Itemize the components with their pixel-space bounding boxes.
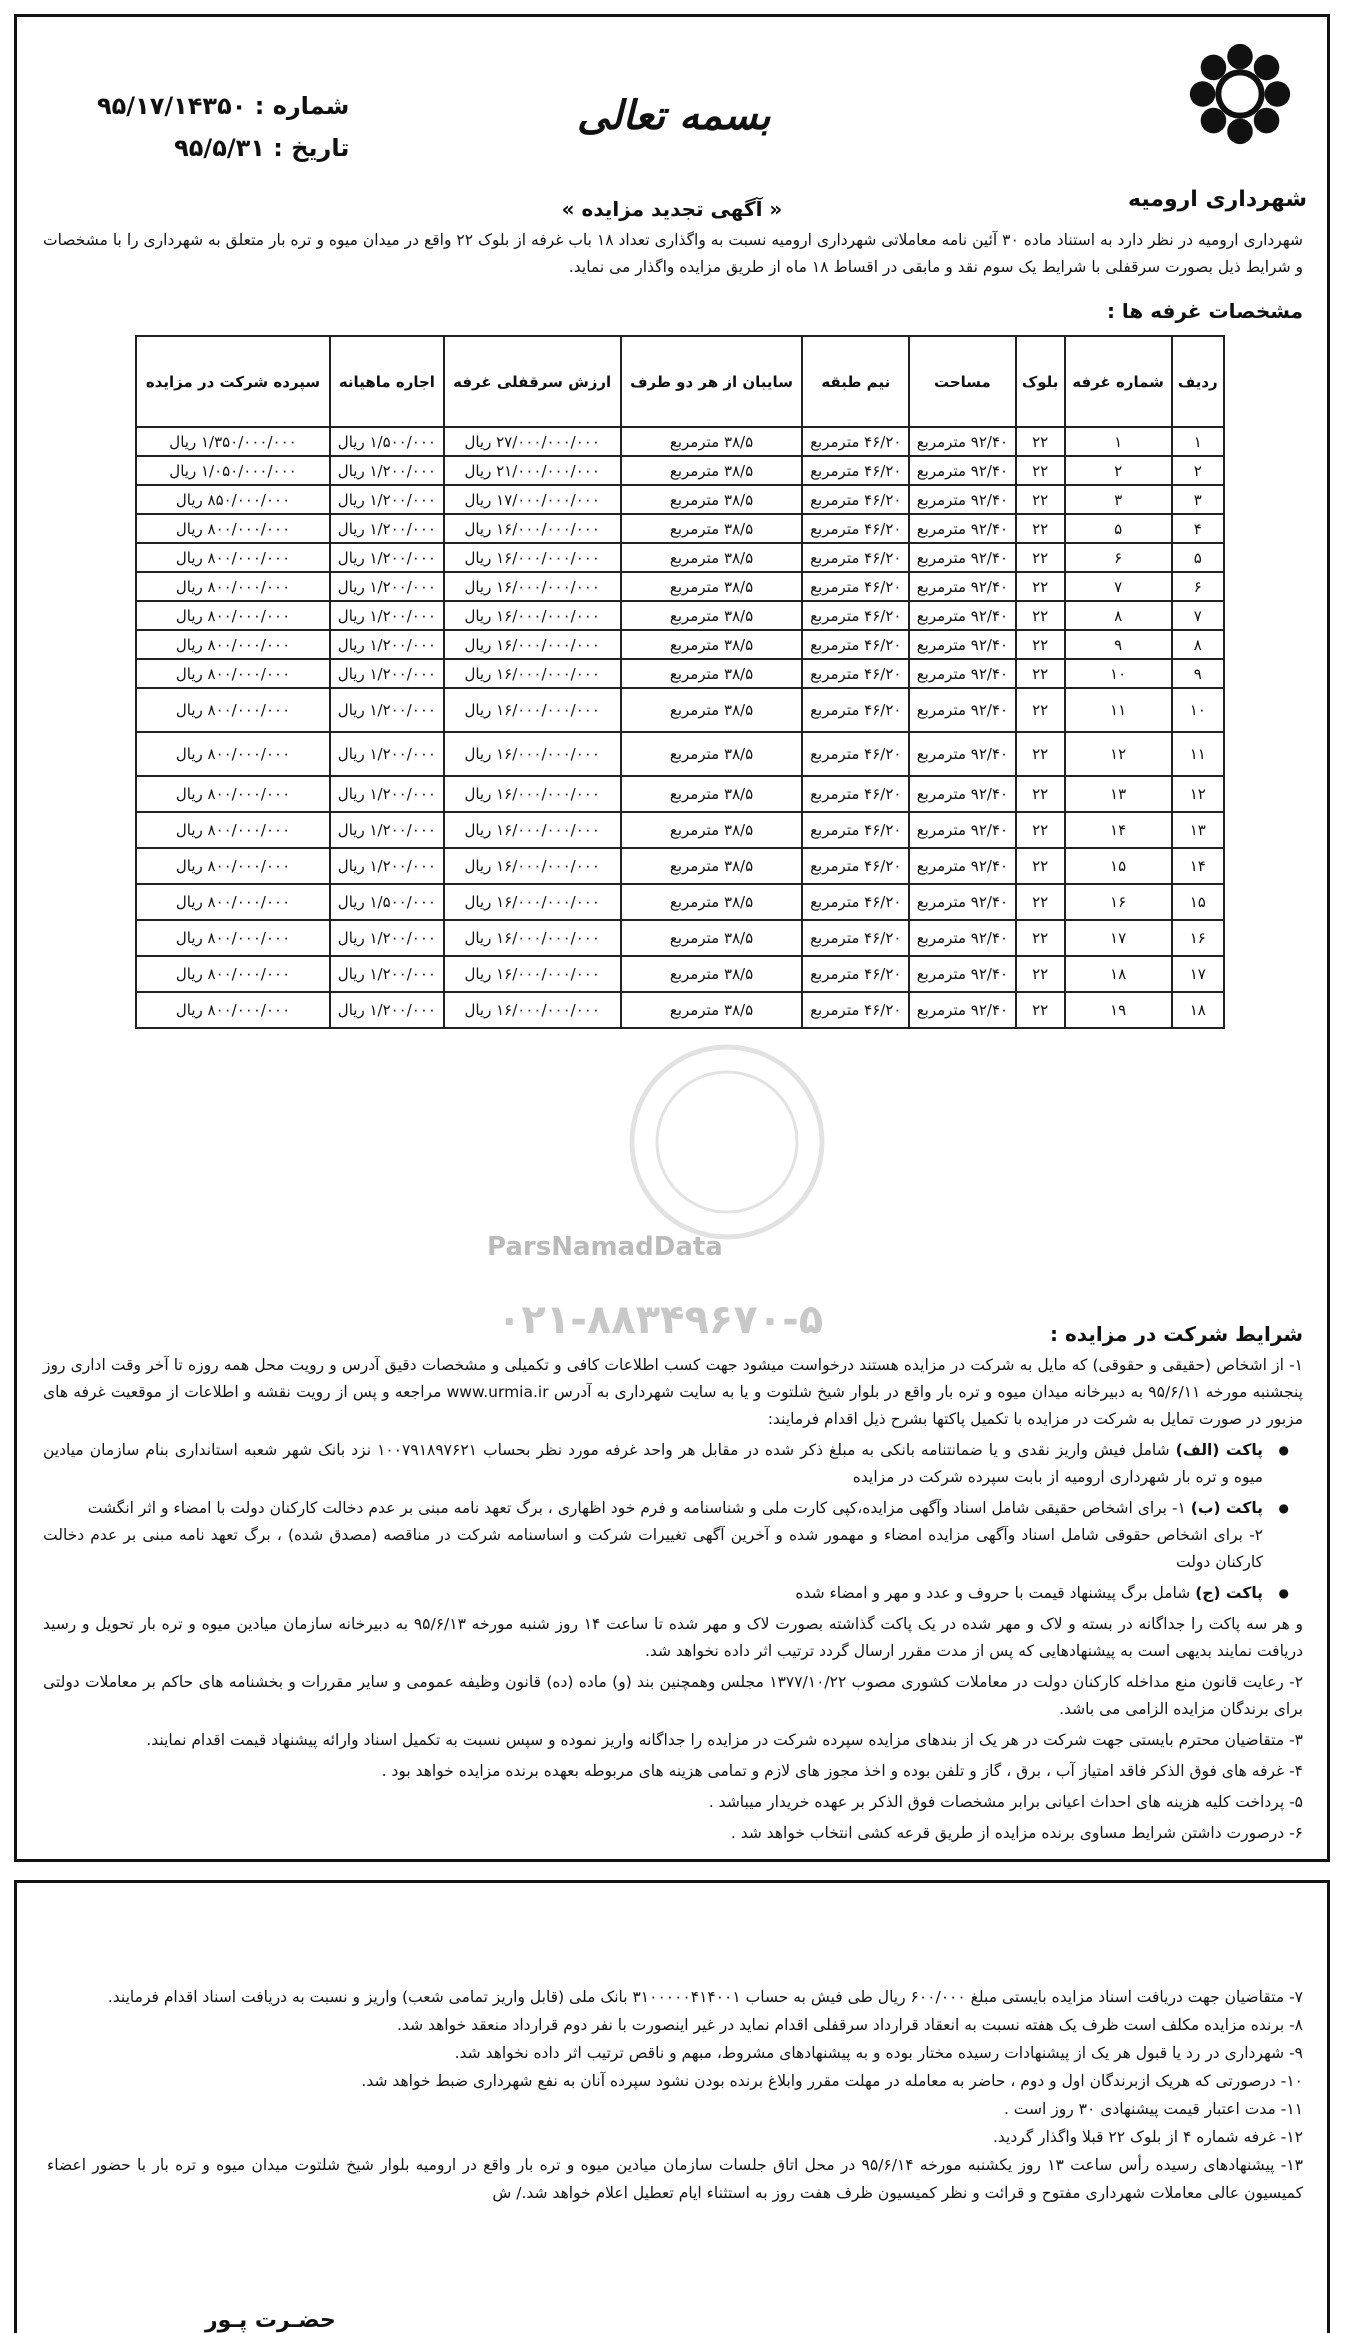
condition-6: ۶- درصورت داشتن شرایط مساوی برنده مزایده از طریق قرعه کشی انتخاب خواهد شد . [730,1824,1303,1842]
municipality-logo [1181,35,1299,153]
table-cell: ۴۶/۲۰ مترمربع [802,776,909,812]
table-cell: ۱/۲۰۰/۰۰۰ ریال [330,456,444,485]
condition-1: ۱- از اشخاص (حقیقی و حقوقی) که مایل به شرکت در مزایده هستند درخواست میشود جهت کسب اطلاعات کافی و تکمیلی و مشخصات دقیق آدرس و رویت محل همه روزه تا آخر وقت اداری روز پنجشنبه مورخه ۹۵/۶/۱۱ به دبیرخانه میدان میوه و تره بار واقع در بلوار شیخ شلتوت و یا به سایت شهرداری به آدرس www.urmia.ir مراجعه و پس از رویت نقشه و اطلاعات از موقعیت غرفه های مزبور در صورت تمایل به شرکت در مزایده با تکمیل پاکتها بشرح ذیل اقدام فرمایند: [43,1356,1304,1428]
table-cell: ۹۲/۴۰ مترمربع [909,456,1016,485]
packet-b-text-2: ۲- برای اشخاص حقوقی شامل اسناد وآگهی مزایده امضاء و مهمور شده و آخرین آگهی تغییرات شرکت و اساسنامه شرکت در مناقصه (مصدق شده) ، برگ تعهد نامه مبنی بر عدم دخالت کارکنان دولت [43,1526,1263,1571]
table-row [136,514,1224,543]
table-cell: ۴ [1172,514,1224,543]
table-cell: ۳۸/۵ مترمربع [621,776,803,812]
table-cell: ۴۶/۲۰ مترمربع [802,427,909,456]
condition-2: ۲- رعایت قانون منع مداخله کارکنان دولت در معاملات کشوری مصوب ۱۳۷۷/۱۰/۲۲ مجلس وهمچنین بند (و) ماده (ده) قانون وظیفه عمومی و سایر مقررات و بخشنامه های حاکم بر معاملات دولتی برای برندگان مزایده الزامی می باشد. [43,1673,1304,1718]
column-header: ارزش سرقفلی غرفه [444,336,621,427]
table-cell: ۷ [1065,572,1172,601]
table-cell: ۳۸/۵ مترمربع [621,630,803,659]
table-cell: ۹۲/۴۰ مترمربع [909,848,1016,884]
table-header-row [136,336,1224,427]
table-cell: ۱/۲۰۰/۰۰۰ ریال [330,572,444,601]
table-cell: ۱/۲۰۰/۰۰۰ ریال [330,848,444,884]
table-cell: ۹ [1172,659,1224,688]
table-cell: ۱/۲۰۰/۰۰۰ ریال [330,630,444,659]
conditions-list-continued [47,1983,1303,2207]
table-cell: ۱۶/۰۰۰/۰۰۰/۰۰۰ ریال [444,659,621,688]
notice-page-2 [14,1880,1330,2333]
table-cell: ۴۶/۲۰ مترمربع [802,543,909,572]
table-cell: ۴۶/۲۰ مترمربع [802,848,909,884]
table-cell: ۹۲/۴۰ مترمربع [909,572,1016,601]
packet-a [43,1437,1303,1491]
booths-table [135,335,1225,1029]
table-cell: ۳۸/۵ مترمربع [621,956,803,992]
table-cell: ۱۷/۰۰۰/۰۰۰/۰۰۰ ریال [444,485,621,514]
table-cell: ۱۶/۰۰۰/۰۰۰/۰۰۰ ریال [444,543,621,572]
table-cell: ۱۸ [1065,956,1172,992]
table-cell: ۲۲ [1016,992,1065,1028]
column-header: بلوک [1016,336,1065,427]
table-cell: ۲۲ [1016,427,1065,456]
table-row [136,776,1224,812]
table-cell: ۸۰۰/۰۰۰/۰۰۰ ریال [136,543,330,572]
table-cell: ۴۶/۲۰ مترمربع [802,514,909,543]
table-cell: ۱/۰۵۰/۰۰۰/۰۰۰ ریال [136,456,330,485]
condition-5: ۵- پرداخت کلیه هزینه های احداث اعیانی برابر مشخصات فوق الذکر بر عهده خریدار میباشد . [708,1793,1303,1811]
table-cell: ۱۶/۰۰۰/۰۰۰/۰۰۰ ریال [444,812,621,848]
table-cell: ۱۳ [1172,812,1224,848]
packet-c-label: پاکت (ج) [1195,1584,1263,1602]
table-cell: ۶ [1065,543,1172,572]
table-cell: ۱۶ [1172,920,1224,956]
table-cell: ۴۶/۲۰ مترمربع [802,601,909,630]
table-cell: ۴۶/۲۰ مترمربع [802,884,909,920]
table-body [136,427,1224,1028]
table-cell: ۱۰ [1065,659,1172,688]
table-cell: ۲۲ [1016,688,1065,732]
table-row [136,884,1224,920]
table-cell: ۱/۲۰۰/۰۰۰ ریال [330,776,444,812]
table-cell: ۴۶/۲۰ مترمربع [802,688,909,732]
table-cell: ۱۵ [1065,848,1172,884]
table-cell: ۲۲ [1016,884,1065,920]
table-cell: ۲۲ [1016,485,1065,514]
table-cell: ۱۷ [1065,920,1172,956]
table-cell: ۹۲/۴۰ مترمربع [909,956,1016,992]
table-row [136,732,1224,776]
letter-number [97,85,349,127]
table-cell: ۲۲ [1016,514,1065,543]
packet-b-label: پاکت (ب) [1190,1499,1263,1517]
table-cell: ۱۲ [1172,776,1224,812]
table-cell: ۷ [1172,601,1224,630]
watermark-phone: ۰۲۱-۸۸۳۴۹۶۷۰-۵ [497,1297,824,1343]
packet-b [43,1495,1303,1576]
table-cell: ۱۹ [1065,992,1172,1028]
condition-4: ۴- غرفه های فوق الذکر فاقد امتیاز آب ، برق ، گاز و تلفن بوده و اخذ مجوز های لازم و تمامی هزینه های مربوطه بعهده برنده مزایده خواهد بود . [381,1762,1303,1780]
table-cell: ۲ [1065,456,1172,485]
table-cell: ۱۸ [1172,992,1224,1028]
table-cell: ۳۸/۵ مترمربع [621,992,803,1028]
table-cell: ۲۲ [1016,630,1065,659]
table-cell: ۱ [1065,427,1172,456]
table-cell: ۵ [1065,514,1172,543]
table-cell: ۱۱ [1172,732,1224,776]
condition-3: ۳- متقاضیان محترم بایستی جهت شرکت در هر یک از بندهای مزایده سپرده شرکت در مزایده را جداگانه واریز نموده و سپس نسبت به تکمیل اسناد وارائه پیشنهاد قیمت اقدام نمایند. [146,1731,1303,1749]
table-row [136,992,1224,1028]
table-cell: ۴۶/۲۰ مترمربع [802,659,909,688]
table-cell: ۱/۲۰۰/۰۰۰ ریال [330,601,444,630]
table-cell: ۲۲ [1016,572,1065,601]
table-cell: ۹۲/۴۰ مترمربع [909,485,1016,514]
table-cell: ۴۶/۲۰ مترمربع [802,956,909,992]
table-row [136,956,1224,992]
notice-page-1 [14,14,1330,1862]
table-cell: ۱۵ [1172,884,1224,920]
watermark-stamp [577,1037,877,1247]
number-label: شماره : [254,92,350,120]
condition-1b: و هر سه پاکت را جداگانه در بسته و لاک و مهر شده در یک پاکت گذاشته بصورت لاک و مهر شده تا ساعت ۱۴ روز شنبه مورخه ۹۵/۶/۱۳ به دبیرخانه سازمان میادین میوه و تره بار تحویل و رسید دریافت نمایند بدیهی است به پیشنهادهایی که پس از مدت مقرر ارسال گردد ترتیب اثر داده نخواهد شد. [43,1615,1303,1660]
condition-9: ۹- شهرداری در رد یا قبول هر یک از پیشنهادات رسیده مختار بوده و به پیشنهادهای مشروط، مبهم و ناقص ترتیب اثر داده نخواهد شد. [454,2044,1303,2062]
table-cell: ۳۸/۵ مترمربع [621,688,803,732]
table-cell: ۴۶/۲۰ مترمربع [802,572,909,601]
table-cell: ۲۲ [1016,956,1065,992]
table-cell: ۱۶/۰۰۰/۰۰۰/۰۰۰ ریال [444,776,621,812]
table-cell: ۳ [1172,485,1224,514]
column-header: سایبان از هر دو طرف [621,336,803,427]
letter-date [97,127,349,169]
column-header: اجاره ماهیانه [330,336,444,427]
table-cell: ۴۶/۲۰ مترمربع [802,732,909,776]
column-header: سپرده شرکت در مزایده [136,336,330,427]
table-cell: ۸۰۰/۰۰۰/۰۰۰ ریال [136,884,330,920]
table-cell: ۸۰۰/۰۰۰/۰۰۰ ریال [136,572,330,601]
table-cell: ۸۰۰/۰۰۰/۰۰۰ ریال [136,992,330,1028]
table-cell: ۱/۲۰۰/۰۰۰ ریال [330,688,444,732]
table-cell: ۳۸/۵ مترمربع [621,572,803,601]
table-row [136,688,1224,732]
table-cell: ۱۲ [1065,732,1172,776]
table-cell: ۱۰ [1172,688,1224,732]
table-cell: ۲۲ [1016,848,1065,884]
table-cell: ۱/۲۰۰/۰۰۰ ریال [330,992,444,1028]
table-cell: ۱/۳۵۰/۰۰۰/۰۰۰ ریال [136,427,330,456]
table-cell: ۱۶/۰۰۰/۰۰۰/۰۰۰ ریال [444,572,621,601]
table-cell: ۳۸/۵ مترمربع [621,485,803,514]
condition-7: ۷- متقاضیان جهت دریافت اسناد مزایده بایستی مبلغ ۶۰۰/۰۰۰ ریال طی فیش به حساب ۳۱۰۰۰۰۰۴۱۴۰۰۱ بانک ملی (قابل واریز تمامی شعب) واریز و نسبت به دریافت اسناد اقدام فرمایند. [107,1988,1303,2006]
table-cell: ۹۲/۴۰ مترمربع [909,732,1016,776]
condition-8: ۸- برنده مزایده مکلف است ظرف یک هفته نسبت به انعقاد قرارداد سرقفلی اقدام نماید در غیر اینصورت با نفر دوم قرارداد منعقد خواهد شد. [397,2016,1303,2034]
table-cell: ۲۷/۰۰۰/۰۰۰/۰۰۰ ریال [444,427,621,456]
table-cell: ۸۵۰/۰۰۰/۰۰۰ ریال [136,485,330,514]
table-cell: ۳۸/۵ مترمربع [621,543,803,572]
table-cell: ۹۲/۴۰ مترمربع [909,601,1016,630]
table-cell: ۸۰۰/۰۰۰/۰۰۰ ریال [136,956,330,992]
table-row [136,920,1224,956]
table-cell: ۲۲ [1016,659,1065,688]
column-header: نیم طبقه [802,336,909,427]
date-label: تاریخ : [273,134,350,162]
table-cell: ۱۴ [1065,812,1172,848]
table-row [136,659,1224,688]
table-cell: ۳۸/۵ مترمربع [621,812,803,848]
table-cell: ۲۲ [1016,456,1065,485]
table-cell: ۳۸/۵ مترمربع [621,427,803,456]
table-cell: ۴۶/۲۰ مترمربع [802,920,909,956]
table-cell: ۳۸/۵ مترمربع [621,884,803,920]
packet-b-text-1: ۱- برای اشخاص حقیقی شامل اسناد وآگهی مزایده،کپی کارت ملی و شناسنامه و فرم خود اظهاری ، برگ تعهد نامه مبنی بر عدم دخالت کارکنان دولت با امضاء و اثر انگشت [87,1499,1191,1517]
table-row [136,630,1224,659]
table-cell: ۹۲/۴۰ مترمربع [909,543,1016,572]
intro-paragraph: شهرداری ارومیه در نظر دارد به استناد ماده ۳۰ آئین نامه معاملاتی شهرداری ارومیه نسبت به واگذاری تعداد ۱۸ باب غرفه از بلوک ۲۲ واقع در میدان میوه و تره بار متعلق به شهرداری را با مشخصات و شرایط ذیل بصورت سرقفلی با شرایط یک سوم نقد و مابقی در اقساط ۱۸ ماه از طریق مزایده واگذار می نماید. [43,231,1303,276]
table-cell: ۱/۲۰۰/۰۰۰ ریال [330,514,444,543]
table-cell: ۳۸/۵ مترمربع [621,659,803,688]
table-cell: ۲ [1172,456,1224,485]
table-cell: ۱۶/۰۰۰/۰۰۰/۰۰۰ ریال [444,630,621,659]
org-name: شهرداری ارومیه [1128,187,1307,212]
condition-11: ۱۱- مدت اعتبار قیمت پیشنهادی ۳۰ روز است . [1003,2100,1303,2118]
table-cell: ۱/۲۰۰/۰۰۰ ریال [330,956,444,992]
watermark-brand: ParsNamadData [487,1232,723,1262]
table-cell: ۲۱/۰۰۰/۰۰۰/۰۰۰ ریال [444,456,621,485]
table-cell: ۳۸/۵ مترمربع [621,920,803,956]
table-cell: ۳۸/۵ مترمربع [621,456,803,485]
table-cell: ۱۶/۰۰۰/۰۰۰/۰۰۰ ریال [444,920,621,956]
table-cell: ۳۸/۵ مترمربع [621,848,803,884]
table-cell: ۸۰۰/۰۰۰/۰۰۰ ریال [136,630,330,659]
table-cell: ۳۸/۵ مترمربع [621,732,803,776]
table-cell: ۱۶ [1065,884,1172,920]
column-header: ردیف [1172,336,1224,427]
conditions-heading: شرایط شرکت در مزایده : [1050,1322,1303,1346]
table-row [136,601,1224,630]
table-cell: ۱۶/۰۰۰/۰۰۰/۰۰۰ ریال [444,956,621,992]
booths-heading: مشخصات غرفه ها : [1106,299,1303,323]
table-cell: ۸ [1172,630,1224,659]
table-cell: ۹۲/۴۰ مترمربع [909,812,1016,848]
table-cell: ۴۶/۲۰ مترمربع [802,485,909,514]
signature: حضـرت پـور [205,2308,336,2333]
date-value: ۹۵/۵/۳۱ [174,134,265,162]
table-cell: ۹۲/۴۰ مترمربع [909,688,1016,732]
table-cell: ۱۶/۰۰۰/۰۰۰/۰۰۰ ریال [444,688,621,732]
table-row [136,427,1224,456]
table-cell: ۱/۲۰۰/۰۰۰ ریال [330,812,444,848]
table-cell: ۸۰۰/۰۰۰/۰۰۰ ریال [136,848,330,884]
table-cell: ۴۶/۲۰ مترمربع [802,456,909,485]
table-cell: ۴۶/۲۰ مترمربع [802,630,909,659]
table-cell: ۸۰۰/۰۰۰/۰۰۰ ریال [136,688,330,732]
table-cell: ۴۶/۲۰ مترمربع [802,992,909,1028]
condition-10: ۱۰- درصورتی که هریک ازبرندگان اول و دوم ، حاضر به معامله در مهلت مقرر وابلاغ برنده بودن نشود سپرده آنان به نفع شهرداری ضبط خواهد شد. [361,2072,1303,2090]
table-cell: ۹۲/۴۰ مترمربع [909,427,1016,456]
table-row [136,485,1224,514]
table-cell: ۸۰۰/۰۰۰/۰۰۰ ریال [136,812,330,848]
table-row [136,456,1224,485]
table-cell: ۱/۵۰۰/۰۰۰ ریال [330,427,444,456]
table-cell: ۱۷ [1172,956,1224,992]
table-row [136,572,1224,601]
table-cell: ۹ [1065,630,1172,659]
table-cell: ۹۲/۴۰ مترمربع [909,776,1016,812]
table-cell: ۸۰۰/۰۰۰/۰۰۰ ریال [136,659,330,688]
bismillah: بسمه تعالی [577,92,771,139]
table-cell: ۸۰۰/۰۰۰/۰۰۰ ریال [136,732,330,776]
table-cell: ۲۲ [1016,543,1065,572]
table-cell: ۱۶/۰۰۰/۰۰۰/۰۰۰ ریال [444,601,621,630]
packet-a-label: پاکت (الف) [1175,1441,1263,1459]
table-cell: ۹۲/۴۰ مترمربع [909,992,1016,1028]
table-cell: ۱۶/۰۰۰/۰۰۰/۰۰۰ ریال [444,884,621,920]
table-cell: ۱۶/۰۰۰/۰۰۰/۰۰۰ ریال [444,514,621,543]
table-cell: ۲۲ [1016,601,1065,630]
table-cell: ۸۰۰/۰۰۰/۰۰۰ ریال [136,514,330,543]
number-value: ۹۵/۱۷/۱۴۳۵۰ [97,92,247,120]
packet-c [43,1580,1303,1607]
table-cell: ۱۱ [1065,688,1172,732]
packet-a-text: شامل فیش واریز نقدی و یا ضمانتنامه بانکی به مبلغ ذکر شده در مقابل هر واحد غرفه مورد نظر بحساب ۱۰۰۷۹۱۸۹۷۶۲۱ نزد بانک شهر شعبه استانداری بنام سازمان میادین میوه و تره بار شهرداری ارومیه از بابت سپرده شرکت در مزایده [43,1441,1263,1486]
table-cell: ۲۲ [1016,920,1065,956]
table-cell: ۹۲/۴۰ مترمربع [909,920,1016,956]
table-cell: ۱/۵۰۰/۰۰۰ ریال [330,884,444,920]
table-cell: ۸۰۰/۰۰۰/۰۰۰ ریال [136,601,330,630]
table-cell: ۸۰۰/۰۰۰/۰۰۰ ریال [136,776,330,812]
table-cell: ۱/۲۰۰/۰۰۰ ریال [330,920,444,956]
table-cell: ۲۲ [1016,776,1065,812]
table-cell: ۱۳ [1065,776,1172,812]
table-cell: ۳۸/۵ مترمربع [621,601,803,630]
condition-12: ۱۲- غرفه شماره ۴ از بلوک ۲۲ قبلا واگذار گردید. [992,2128,1303,2146]
table-cell: ۶ [1172,572,1224,601]
table-cell: ۱۶/۰۰۰/۰۰۰/۰۰۰ ریال [444,848,621,884]
table-cell: ۲۲ [1016,812,1065,848]
table-row [136,848,1224,884]
notice-title: « آگهی تجدید مزایده » [561,197,783,221]
table-cell: ۱۶/۰۰۰/۰۰۰/۰۰۰ ریال [444,992,621,1028]
table-cell: ۱/۲۰۰/۰۰۰ ریال [330,659,444,688]
table-row [136,812,1224,848]
table-cell: ۹۲/۴۰ مترمربع [909,659,1016,688]
column-header: مساحت [909,336,1016,427]
table-cell: ۳ [1065,485,1172,514]
table-cell: ۹۲/۴۰ مترمربع [909,884,1016,920]
table-cell: ۱ [1172,427,1224,456]
conditions-list [43,1352,1303,1851]
condition-13: ۱۳- پیشنهادهای رسیده رأس ساعت ۱۳ روز یکشنبه مورخه ۹۵/۶/۱۴ در محل اتاق جلسات سازمان میادین میوه و تره بار واقع در ارومیه بلوار شیخ شلتوت میدان میوه و تره بار با حضور اعضاء کمیسیون عالی معاملات شهرداری مفتوح و قرائت و نظر کمیسیون ظرف هفت روز به استثناء ایام تعطیل اعلام خواهد شد./ ش [47,2156,1303,2202]
table-cell: ۱/۲۰۰/۰۰۰ ریال [330,732,444,776]
table-cell: ۳۸/۵ مترمربع [621,514,803,543]
table-cell: ۱/۲۰۰/۰۰۰ ریال [330,543,444,572]
table-cell: ۱۶/۰۰۰/۰۰۰/۰۰۰ ریال [444,732,621,776]
column-header: شماره غرفه [1065,336,1172,427]
table-cell: ۲۲ [1016,732,1065,776]
table-cell: ۹۲/۴۰ مترمربع [909,514,1016,543]
packet-c-text: شامل برگ پیشنهاد قیمت با حروف و عدد و مهر و امضاء شده [795,1584,1196,1602]
letter-meta [97,85,349,169]
table-cell: ۴۶/۲۰ مترمربع [802,812,909,848]
table-row [136,543,1224,572]
table-cell: ۸ [1065,601,1172,630]
table-cell: ۸۰۰/۰۰۰/۰۰۰ ریال [136,920,330,956]
table-cell: ۱۴ [1172,848,1224,884]
table-cell: ۹۲/۴۰ مترمربع [909,630,1016,659]
table-cell: ۵ [1172,543,1224,572]
table-cell: ۱/۲۰۰/۰۰۰ ریال [330,485,444,514]
